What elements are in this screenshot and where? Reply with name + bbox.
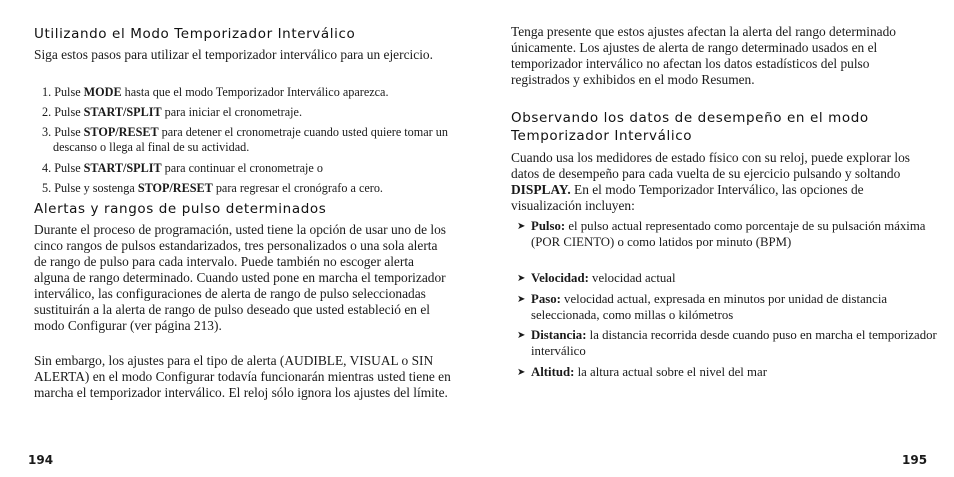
step-key: START/SPLIT [83, 105, 162, 119]
option-label: Paso: [531, 292, 561, 306]
step-item-5 [42, 181, 463, 196]
step-text-post: hasta que el modo Temporizador Interválico aparezca. [121, 85, 389, 99]
display-key: DISPLAY. [511, 182, 571, 197]
option-text: velocidad actual, expresada en minutos por unidad de distancia seleccionada, como millas o kilómetros [531, 292, 888, 322]
step-item-4 [42, 161, 463, 176]
section-heading-performance-data: Observando los datos de desempeño en el modo Temporizador Interválico [511, 110, 869, 144]
step-text-post: para iniciar el cronometraje. [161, 105, 302, 119]
step-item-2 [42, 105, 463, 120]
step-text-pre: Pulse [54, 105, 84, 119]
step-text-post: para regresar el cronógrafo a cero. [212, 181, 383, 195]
page-number-right: 195 [902, 453, 928, 467]
option-item-altitude [517, 364, 937, 380]
arrow-bullet-icon: ➤ [517, 221, 526, 232]
performance-intro-post: En el modo Temporizador Interválico, las opciones de visualización incluyen: [511, 182, 864, 213]
step-key: STOP/RESET [137, 181, 213, 195]
option-text: la altura actual sobre el nivel del mar [574, 365, 767, 379]
option-label: Distancia: [531, 328, 587, 342]
pulse-alerts-paragraph-1: Durante el proceso de programación, usted tiene la opción de usar uno de los cinco rangos de pulsos estandarizados, tres personalizados o una sola alerta de rango de pulso para cada intervalo. Puede también no escoger alerta alguna de rango determinado. Cuando usted pone en marcha el temporizador interválico, las configuraciones de alerta de rango de pulso seleccionadas sustituirán a la alerta de rango de pulso deseado que usted estableció en el modo Configurar (ver página 213). [34, 222, 446, 333]
section-heading-pulse-alerts: Alertas y rangos de pulso determinados [34, 201, 327, 217]
step-text-pre: Pulse y sostenga [54, 181, 138, 195]
step-key: START/SPLIT [83, 161, 162, 175]
step-number: 5. [42, 181, 52, 195]
performance-intro-paragraph [511, 150, 916, 214]
option-text: el pulso actual representado como porcentaje de su pulsación máxima (POR CIENTO) o como latidos por minuto (BPM) [531, 219, 926, 249]
option-item-pace [517, 291, 937, 323]
intro-paragraph: Siga estos pasos para utilizar el temporizador interválico para un ejercicio. [34, 47, 433, 62]
option-item-distance [517, 327, 937, 359]
step-text-post: para detener el cronometraje cuando usted quiere tomar un descanso o llega al final de su actividad. [53, 125, 448, 154]
step-number: 2. [42, 105, 52, 119]
option-label: Velocidad: [531, 271, 589, 285]
page-number-left: 194 [28, 453, 54, 467]
step-number: 1. [42, 85, 52, 99]
arrow-bullet-icon: ➤ [517, 294, 526, 305]
step-item-3 [42, 125, 463, 155]
step-text-post: para continuar el cronometraje o [161, 161, 323, 175]
step-number: 4. [42, 161, 52, 175]
option-text: velocidad actual [588, 271, 676, 285]
arrow-bullet-icon: ➤ [517, 367, 526, 378]
step-text-pre: Pulse [54, 125, 84, 139]
option-text: la distancia recorrida desde cuando puso en marcha el temporizador interválico [531, 328, 937, 358]
step-number: 3. [42, 125, 52, 139]
step-item-1 [42, 85, 463, 100]
option-item-speed [517, 270, 937, 286]
option-label: Altitud: [531, 365, 575, 379]
performance-intro-pre: Cuando usa los medidores de estado físico con su reloj, puede explorar los datos de desempeño para cada vuelta de su ejercicio pulsando y soltando [511, 150, 911, 181]
option-item-pulse [517, 218, 937, 250]
option-label: Pulso: [531, 219, 566, 233]
step-text-pre: Pulse [54, 85, 84, 99]
step-key: MODE [83, 85, 122, 99]
step-key: STOP/RESET [83, 125, 159, 139]
settings-note-paragraph: Tenga presente que estos ajustes afectan la alerta del rango determinado únicamente. Los ajustes de alerta de rango determinado usados en el temporizador interválico no afectan los datos estadísticos del pulso registrados y exhibidos en el modo Resumen. [511, 24, 896, 87]
arrow-bullet-icon: ➤ [517, 330, 526, 341]
section-heading-interval-timer: Utilizando el Modo Temporizador Interválico [34, 26, 356, 42]
step-text-pre: Pulse [54, 161, 84, 175]
pulse-alerts-paragraph-2: Sin embargo, los ajustes para el tipo de alerta (AUDIBLE, VISUAL o SIN ALERTA) en el modo Configurar todavía funcionarán mientras usted tiene en marcha el temporizador interválico. El reloj sólo ignora los ajustes del límite. [34, 353, 451, 400]
arrow-bullet-icon: ➤ [517, 273, 526, 284]
